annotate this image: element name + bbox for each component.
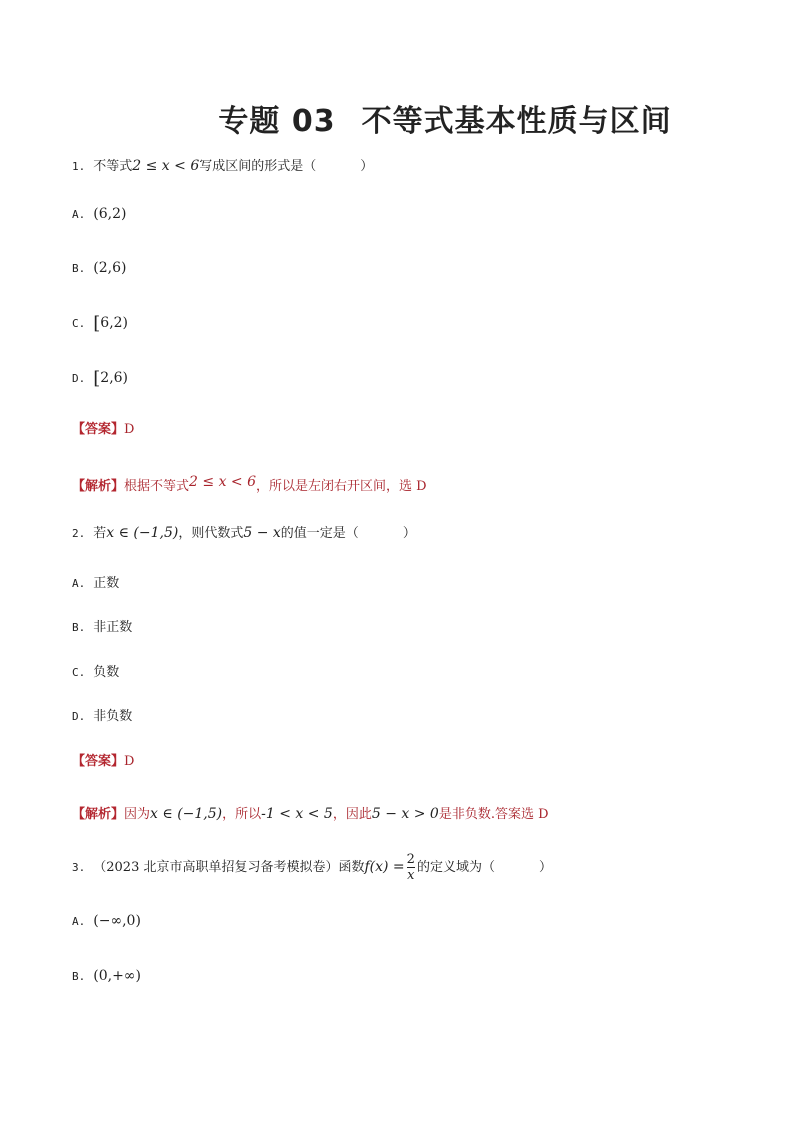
question-2-option-a: A. 正数 [72,576,120,591]
question-3-option-b: B. (0,+∞) [72,968,141,984]
topic-number: 专题 03 [218,104,336,139]
question-2-option-b: B. 非正数 [72,620,133,635]
question-2-stem: 2. 若x ∈ (−1,5)，则代数式5 − x的值一定是（ ） [72,525,416,541]
question-1-option-a: A. (6,2) [72,206,127,222]
question-1-analysis: 【解析】根据不等式2 ≤ x < 6，所以是左闭右开区间，选 D [72,474,427,494]
question-1-option-c: C. [6,2) [72,313,129,334]
page-title [0,96,794,140]
question-2-analysis: 【解析】因为x ∈ (−1,5)，所以-1 < x < 5，因此5 − x > 0是非负数.答案选 D [72,806,549,822]
fraction: $\frac{2}{x}$ [406,852,415,883]
question-3-stem: 3. （2023 北京市高职单招复习备考模拟卷）函数f(x) = $\frac{2}{x}$ 的定义域为（ ） [72,852,552,883]
math-inequality: 2 ≤ x < 6 [132,158,200,174]
question-1-option-b: B. (2,6) [72,260,127,276]
question-1-stem: 1. 不等式2 ≤ x < 6写成区间的形式是（ ） [72,158,374,174]
question-1-answer: 【答案】D [72,422,135,437]
question-1-option-d: D. [2,6) [72,368,129,389]
question-2-option-c: C. 负数 [72,665,120,680]
question-2-option-d: D. 非负数 [72,709,133,724]
topic-title: 不等式基本性质与区间 [361,104,672,139]
question-3-option-a: A. (−∞,0) [72,913,141,929]
question-2-answer: 【答案】D [72,754,135,769]
